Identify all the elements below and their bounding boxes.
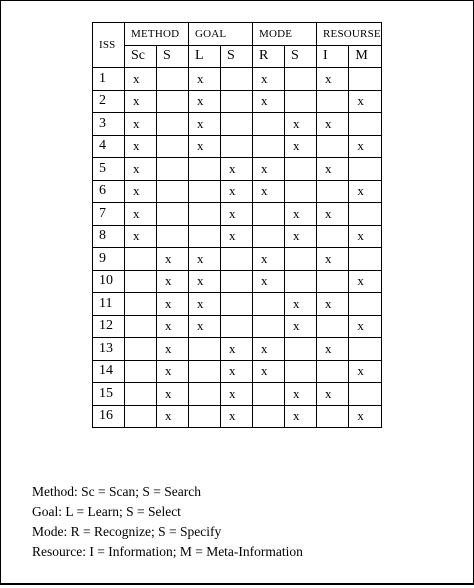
legend xyxy=(32,482,303,562)
table-cell xyxy=(253,135,285,158)
legend-method: Method: Sc = Scan; S = Search xyxy=(32,484,201,499)
table-cell: x xyxy=(221,203,253,226)
table-cell: x xyxy=(189,270,221,293)
table-cell xyxy=(157,158,189,181)
iss-header: ISS xyxy=(93,23,125,68)
table-cell xyxy=(317,270,349,293)
table-cell xyxy=(317,315,349,338)
table-cell: x xyxy=(157,405,189,428)
table-row xyxy=(93,90,382,113)
table-cell: x xyxy=(221,360,253,383)
table-cell xyxy=(285,338,317,361)
table-cell: x xyxy=(317,203,349,226)
table-cell xyxy=(285,180,317,203)
table-row xyxy=(93,293,382,316)
table-cell: x xyxy=(157,338,189,361)
iss-table xyxy=(92,22,382,428)
table-cell: x xyxy=(253,360,285,383)
table-cell xyxy=(189,180,221,203)
table-cell: x xyxy=(285,113,317,136)
table-cell xyxy=(253,113,285,136)
table-cell: x xyxy=(157,383,189,406)
row-id: 9 xyxy=(93,248,125,271)
table-cell: x xyxy=(349,315,381,338)
table-cell xyxy=(157,68,189,91)
table-cell: x xyxy=(317,113,349,136)
table-cell: x xyxy=(157,293,189,316)
table-cell: x xyxy=(285,293,317,316)
table-cell xyxy=(125,248,157,271)
row-id: 11 xyxy=(93,293,125,316)
subheader-search: S xyxy=(157,45,189,68)
table-cell: x xyxy=(317,158,349,181)
table-cell: x xyxy=(189,248,221,271)
table-cell: x xyxy=(253,68,285,91)
table-cell: x xyxy=(349,360,381,383)
table-cell xyxy=(253,225,285,248)
row-id: 15 xyxy=(93,383,125,406)
table-cell xyxy=(349,158,381,181)
table-row xyxy=(93,360,382,383)
table-cell: x xyxy=(157,248,189,271)
table-cell: x xyxy=(349,180,381,203)
group-goal: GOAL xyxy=(189,23,253,46)
table-cell xyxy=(253,383,285,406)
table-row xyxy=(93,113,382,136)
table-cell: x xyxy=(125,225,157,248)
table-cell: x xyxy=(285,135,317,158)
table-cell xyxy=(157,135,189,158)
table-cell: x xyxy=(189,90,221,113)
row-id: 10 xyxy=(93,270,125,293)
table-cell xyxy=(189,338,221,361)
table-cell xyxy=(125,270,157,293)
table-cell: x xyxy=(317,383,349,406)
table-cell: x xyxy=(125,113,157,136)
table-cell xyxy=(349,383,381,406)
table-cell: x xyxy=(349,270,381,293)
table-row xyxy=(93,225,382,248)
table-cell: x xyxy=(125,68,157,91)
table-cell xyxy=(317,225,349,248)
table-cell: x xyxy=(221,383,253,406)
row-id: 14 xyxy=(93,360,125,383)
table-cell xyxy=(317,135,349,158)
table-row xyxy=(93,315,382,338)
table-row xyxy=(93,248,382,271)
table-row xyxy=(93,383,382,406)
table-cell: x xyxy=(125,203,157,226)
table-cell xyxy=(157,90,189,113)
table-cell xyxy=(285,68,317,91)
table-cell: x xyxy=(157,315,189,338)
table-cell: x xyxy=(253,180,285,203)
table-row xyxy=(93,180,382,203)
legend-goal: Goal: L = Learn; S = Select xyxy=(32,504,181,519)
table-cell xyxy=(189,158,221,181)
table-cell: x xyxy=(285,203,317,226)
table-cell xyxy=(285,90,317,113)
table-cell xyxy=(253,293,285,316)
row-id: 1 xyxy=(93,68,125,91)
subheader-sc: Sc xyxy=(125,45,157,68)
table-cell: x xyxy=(157,270,189,293)
table-row xyxy=(93,203,382,226)
subheader-recognize: R xyxy=(253,45,285,68)
row-id: 16 xyxy=(93,405,125,428)
table-cell: x xyxy=(285,315,317,338)
table-cell: x xyxy=(125,158,157,181)
table-cell xyxy=(125,293,157,316)
table-cell xyxy=(285,270,317,293)
table-cell xyxy=(221,315,253,338)
table-cell xyxy=(221,90,253,113)
table-cell: x xyxy=(189,315,221,338)
table-cell: x xyxy=(125,90,157,113)
table-cell: x xyxy=(285,383,317,406)
table-cell xyxy=(157,113,189,136)
table-cell xyxy=(125,383,157,406)
table-cell xyxy=(221,68,253,91)
table-cell xyxy=(189,360,221,383)
subheader-select: S xyxy=(221,45,253,68)
table-cell: x xyxy=(285,405,317,428)
table-cell: x xyxy=(221,158,253,181)
table-cell xyxy=(125,338,157,361)
table-cell xyxy=(221,248,253,271)
row-id: 4 xyxy=(93,135,125,158)
table-cell: x xyxy=(189,293,221,316)
group-mode: MODE xyxy=(253,23,317,46)
table-cell xyxy=(125,315,157,338)
table-cell xyxy=(349,248,381,271)
table-row xyxy=(93,405,382,428)
table-cell xyxy=(221,270,253,293)
table-row xyxy=(93,158,382,181)
table-cell xyxy=(189,203,221,226)
table-cell: x xyxy=(189,68,221,91)
table-cell xyxy=(317,180,349,203)
group-resource: RESOURSE xyxy=(317,23,382,46)
table-cell xyxy=(253,315,285,338)
row-id: 5 xyxy=(93,158,125,181)
row-id: 6 xyxy=(93,180,125,203)
table-cell xyxy=(253,203,285,226)
subheader-information: I xyxy=(317,45,349,68)
table-cell xyxy=(221,135,253,158)
table-cell: x xyxy=(253,270,285,293)
table-cell xyxy=(221,113,253,136)
table-cell xyxy=(125,360,157,383)
table-cell: x xyxy=(285,225,317,248)
table-cell xyxy=(349,113,381,136)
table-cell: x xyxy=(189,135,221,158)
table-cell xyxy=(125,405,157,428)
group-header-row xyxy=(93,23,382,46)
table-cell: x xyxy=(221,180,253,203)
row-id: 8 xyxy=(93,225,125,248)
row-id: 7 xyxy=(93,203,125,226)
table-row xyxy=(93,338,382,361)
table-row xyxy=(93,270,382,293)
legend-mode: Mode: R = Recognize; S = Specify xyxy=(32,524,222,539)
group-method: METHOD xyxy=(125,23,189,46)
row-id: 3 xyxy=(93,113,125,136)
table-cell xyxy=(349,68,381,91)
table-cell: x xyxy=(317,68,349,91)
table-cell: x xyxy=(189,113,221,136)
table-cell xyxy=(253,405,285,428)
table-cell: x xyxy=(349,405,381,428)
table-cell xyxy=(349,203,381,226)
table-cell: x xyxy=(349,225,381,248)
table-cell xyxy=(285,158,317,181)
table-cell: x xyxy=(253,158,285,181)
table-cell: x xyxy=(157,360,189,383)
table-cell xyxy=(317,90,349,113)
table-cell: x xyxy=(253,338,285,361)
legend-resource: Resource: I = Information; M = Meta-Information xyxy=(32,544,303,559)
table-cell xyxy=(285,360,317,383)
table-cell: x xyxy=(349,90,381,113)
table-cell: x xyxy=(221,405,253,428)
table-cell: x xyxy=(349,135,381,158)
table-cell: x xyxy=(221,338,253,361)
table-cell: x xyxy=(253,248,285,271)
table-cell xyxy=(157,225,189,248)
table-row xyxy=(93,135,382,158)
table-cell xyxy=(221,293,253,316)
table-cell: x xyxy=(253,90,285,113)
table-cell xyxy=(317,360,349,383)
table-cell xyxy=(189,383,221,406)
subheader-meta-information: M xyxy=(349,45,381,68)
row-id: 13 xyxy=(93,338,125,361)
table-cell: x xyxy=(317,293,349,316)
table-cell xyxy=(285,248,317,271)
table-cell xyxy=(189,405,221,428)
subheader-learn: L xyxy=(189,45,221,68)
table-cell: x xyxy=(317,338,349,361)
table-cell: x xyxy=(125,180,157,203)
table-cell xyxy=(349,293,381,316)
table-cell xyxy=(189,225,221,248)
table-cell: x xyxy=(125,135,157,158)
row-id: 2 xyxy=(93,90,125,113)
table-cell xyxy=(349,338,381,361)
subheader-row xyxy=(93,45,382,68)
row-id: 12 xyxy=(93,315,125,338)
table-cell xyxy=(157,180,189,203)
table-cell xyxy=(157,203,189,226)
table-row xyxy=(93,68,382,91)
table-cell: x xyxy=(317,248,349,271)
subheader-specify: S xyxy=(285,45,317,68)
table-cell: x xyxy=(221,225,253,248)
table-cell xyxy=(317,405,349,428)
